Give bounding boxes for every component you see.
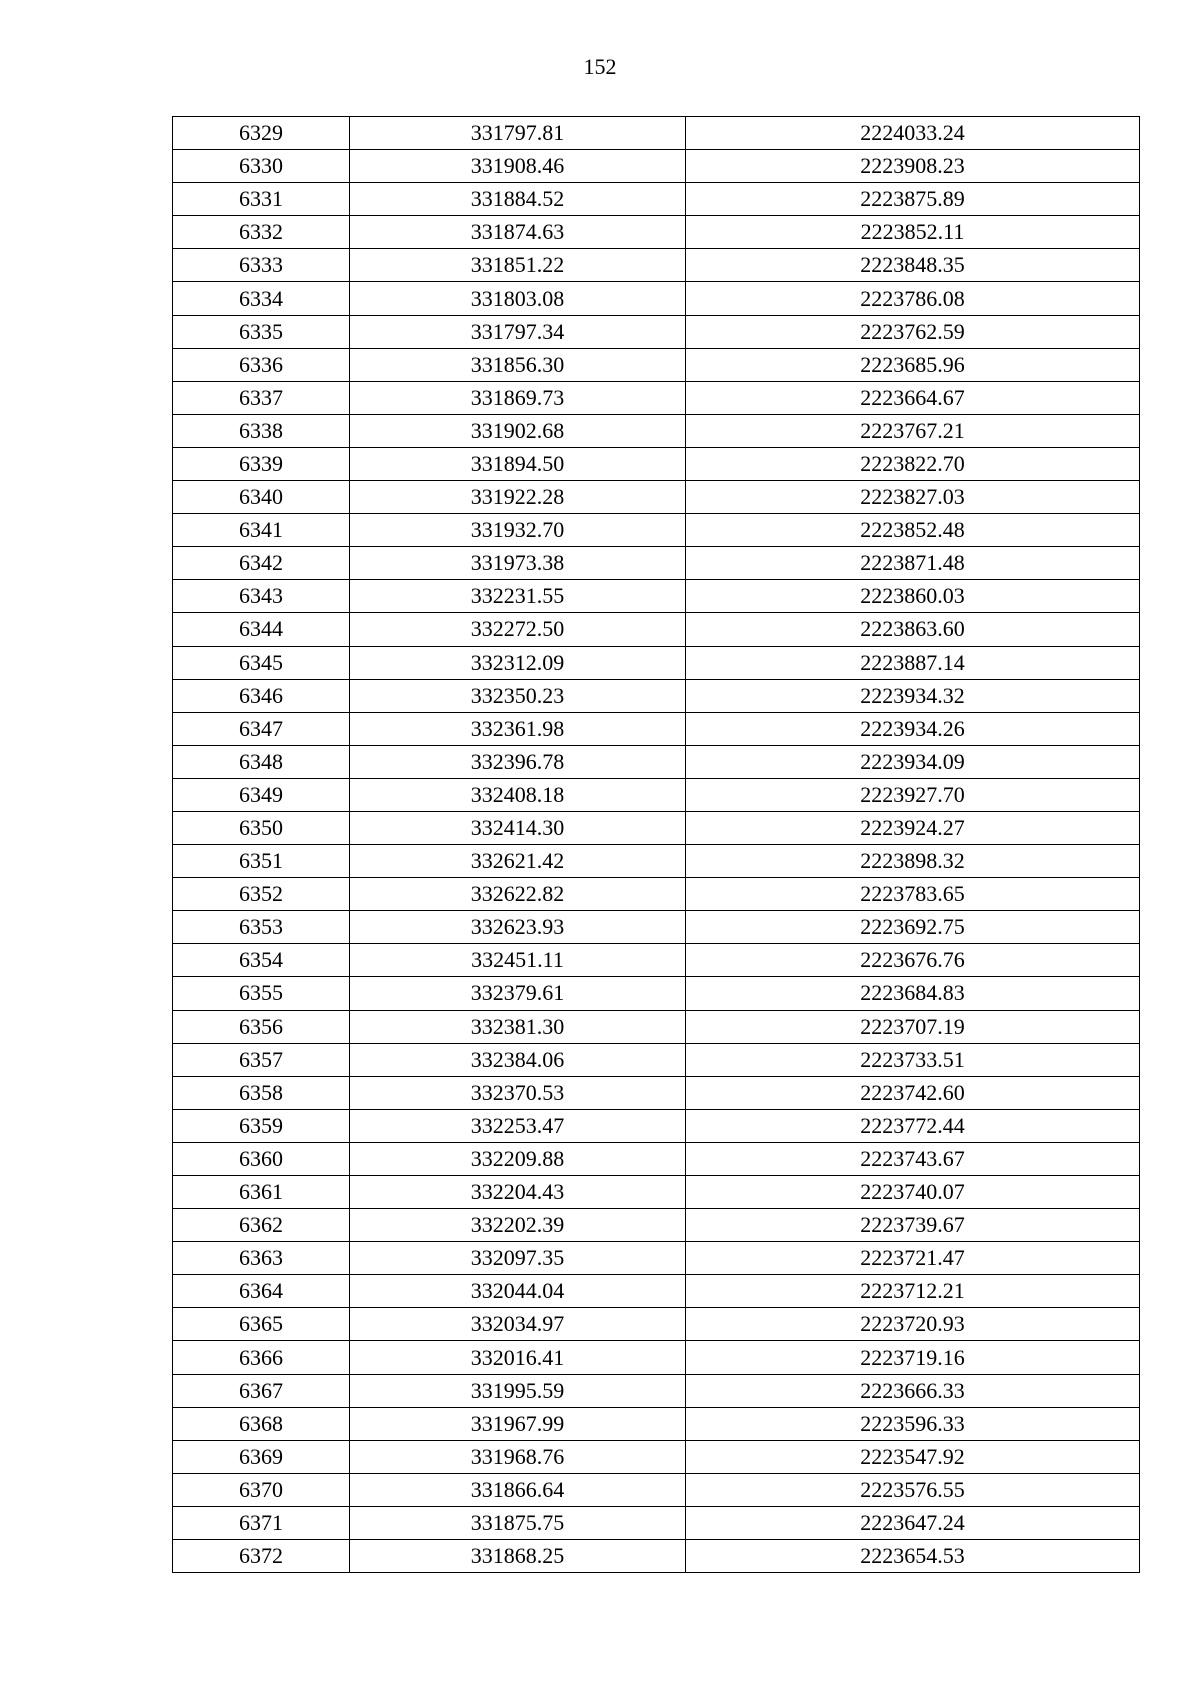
table-row bbox=[173, 977, 1140, 1010]
table-row bbox=[173, 1242, 1140, 1275]
point-number-cell: 6372 bbox=[173, 1540, 350, 1573]
y-coordinate-cell: 2223684.83 bbox=[686, 977, 1140, 1010]
y-coordinate-cell: 2223743.67 bbox=[686, 1142, 1140, 1175]
table-row bbox=[173, 282, 1140, 315]
table-row bbox=[173, 547, 1140, 580]
y-coordinate-cell: 2223908.23 bbox=[686, 150, 1140, 183]
point-number-cell: 6334 bbox=[173, 282, 350, 315]
table-row bbox=[173, 1010, 1140, 1043]
y-coordinate-cell: 2223721.47 bbox=[686, 1242, 1140, 1275]
point-number-cell: 6355 bbox=[173, 977, 350, 1010]
x-coordinate-cell: 332312.09 bbox=[350, 646, 686, 679]
x-coordinate-cell: 332350.23 bbox=[350, 679, 686, 712]
y-coordinate-cell: 2223852.11 bbox=[686, 216, 1140, 249]
point-number-cell: 6363 bbox=[173, 1242, 350, 1275]
table-row bbox=[173, 778, 1140, 811]
x-coordinate-cell: 331856.30 bbox=[350, 348, 686, 381]
y-coordinate-cell: 2223852.48 bbox=[686, 514, 1140, 547]
y-coordinate-cell: 2223927.70 bbox=[686, 778, 1140, 811]
x-coordinate-cell: 331868.25 bbox=[350, 1540, 686, 1573]
x-coordinate-cell: 331894.50 bbox=[350, 447, 686, 480]
table-row bbox=[173, 414, 1140, 447]
point-number-cell: 6351 bbox=[173, 845, 350, 878]
x-coordinate-cell: 332034.97 bbox=[350, 1308, 686, 1341]
table-row bbox=[173, 1506, 1140, 1539]
x-coordinate-cell: 332396.78 bbox=[350, 745, 686, 778]
x-coordinate-cell: 332623.93 bbox=[350, 911, 686, 944]
table-row bbox=[173, 1407, 1140, 1440]
table-row bbox=[173, 1142, 1140, 1175]
x-coordinate-cell: 332202.39 bbox=[350, 1209, 686, 1242]
x-coordinate-cell: 332272.50 bbox=[350, 613, 686, 646]
x-coordinate-cell: 331851.22 bbox=[350, 249, 686, 282]
y-coordinate-cell: 2223733.51 bbox=[686, 1043, 1140, 1076]
x-coordinate-cell: 331922.28 bbox=[350, 481, 686, 514]
table-row bbox=[173, 845, 1140, 878]
point-number-cell: 6329 bbox=[173, 117, 350, 150]
table-row bbox=[173, 481, 1140, 514]
point-number-cell: 6345 bbox=[173, 646, 350, 679]
point-number-cell: 6354 bbox=[173, 944, 350, 977]
point-number-cell: 6370 bbox=[173, 1473, 350, 1506]
x-coordinate-cell: 332381.30 bbox=[350, 1010, 686, 1043]
x-coordinate-cell: 332016.41 bbox=[350, 1341, 686, 1374]
x-coordinate-cell: 332044.04 bbox=[350, 1275, 686, 1308]
y-coordinate-cell: 2223860.03 bbox=[686, 580, 1140, 613]
y-coordinate-cell: 2223685.96 bbox=[686, 348, 1140, 381]
point-number-cell: 6348 bbox=[173, 745, 350, 778]
y-coordinate-cell: 2223924.27 bbox=[686, 811, 1140, 844]
x-coordinate-cell: 331803.08 bbox=[350, 282, 686, 315]
y-coordinate-cell: 2223719.16 bbox=[686, 1341, 1140, 1374]
x-coordinate-cell: 331797.34 bbox=[350, 315, 686, 348]
coordinates-table-body bbox=[173, 117, 1140, 1573]
y-coordinate-cell: 2223887.14 bbox=[686, 646, 1140, 679]
y-coordinate-cell: 2223596.33 bbox=[686, 1407, 1140, 1440]
point-number-cell: 6344 bbox=[173, 613, 350, 646]
y-coordinate-cell: 2223742.60 bbox=[686, 1076, 1140, 1109]
y-coordinate-cell: 2223547.92 bbox=[686, 1440, 1140, 1473]
x-coordinate-cell: 332379.61 bbox=[350, 977, 686, 1010]
table-row bbox=[173, 811, 1140, 844]
point-number-cell: 6369 bbox=[173, 1440, 350, 1473]
y-coordinate-cell: 2223822.70 bbox=[686, 447, 1140, 480]
y-coordinate-cell: 2223783.65 bbox=[686, 878, 1140, 911]
table-row bbox=[173, 1473, 1140, 1506]
y-coordinate-cell: 2223740.07 bbox=[686, 1176, 1140, 1209]
table-row bbox=[173, 249, 1140, 282]
table-row bbox=[173, 1308, 1140, 1341]
point-number-cell: 6346 bbox=[173, 679, 350, 712]
x-coordinate-cell: 332451.11 bbox=[350, 944, 686, 977]
table-row bbox=[173, 447, 1140, 480]
point-number-cell: 6365 bbox=[173, 1308, 350, 1341]
table-row bbox=[173, 1209, 1140, 1242]
y-coordinate-cell: 2223664.67 bbox=[686, 381, 1140, 414]
point-number-cell: 6347 bbox=[173, 712, 350, 745]
x-coordinate-cell: 331874.63 bbox=[350, 216, 686, 249]
table-row bbox=[173, 911, 1140, 944]
y-coordinate-cell: 2223654.53 bbox=[686, 1540, 1140, 1573]
y-coordinate-cell: 2223692.75 bbox=[686, 911, 1140, 944]
table-row bbox=[173, 315, 1140, 348]
x-coordinate-cell: 331869.73 bbox=[350, 381, 686, 414]
point-number-cell: 6343 bbox=[173, 580, 350, 613]
table-row bbox=[173, 216, 1140, 249]
x-coordinate-cell: 331902.68 bbox=[350, 414, 686, 447]
y-coordinate-cell: 2223666.33 bbox=[686, 1374, 1140, 1407]
y-coordinate-cell: 2223720.93 bbox=[686, 1308, 1140, 1341]
point-number-cell: 6362 bbox=[173, 1209, 350, 1242]
point-number-cell: 6339 bbox=[173, 447, 350, 480]
table-row bbox=[173, 1540, 1140, 1573]
point-number-cell: 6336 bbox=[173, 348, 350, 381]
point-number-cell: 6367 bbox=[173, 1374, 350, 1407]
point-number-cell: 6341 bbox=[173, 514, 350, 547]
y-coordinate-cell: 2223871.48 bbox=[686, 547, 1140, 580]
table-row bbox=[173, 381, 1140, 414]
point-number-cell: 6350 bbox=[173, 811, 350, 844]
table-row bbox=[173, 712, 1140, 745]
table-row bbox=[173, 1374, 1140, 1407]
point-number-cell: 6358 bbox=[173, 1076, 350, 1109]
point-number-cell: 6349 bbox=[173, 778, 350, 811]
point-number-cell: 6361 bbox=[173, 1176, 350, 1209]
point-number-cell: 6330 bbox=[173, 150, 350, 183]
y-coordinate-cell: 2223863.60 bbox=[686, 613, 1140, 646]
table-row bbox=[173, 613, 1140, 646]
y-coordinate-cell: 2223739.67 bbox=[686, 1209, 1140, 1242]
table-row bbox=[173, 514, 1140, 547]
x-coordinate-cell: 332204.43 bbox=[350, 1176, 686, 1209]
y-coordinate-cell: 2223934.09 bbox=[686, 745, 1140, 778]
y-coordinate-cell: 2223934.32 bbox=[686, 679, 1140, 712]
point-number-cell: 6364 bbox=[173, 1275, 350, 1308]
y-coordinate-cell: 2223898.32 bbox=[686, 845, 1140, 878]
point-number-cell: 6359 bbox=[173, 1109, 350, 1142]
x-coordinate-cell: 332414.30 bbox=[350, 811, 686, 844]
point-number-cell: 6360 bbox=[173, 1142, 350, 1175]
coordinates-table bbox=[172, 116, 1140, 1573]
point-number-cell: 6366 bbox=[173, 1341, 350, 1374]
x-coordinate-cell: 331875.75 bbox=[350, 1506, 686, 1539]
x-coordinate-cell: 332384.06 bbox=[350, 1043, 686, 1076]
point-number-cell: 6353 bbox=[173, 911, 350, 944]
point-number-cell: 6368 bbox=[173, 1407, 350, 1440]
table-row bbox=[173, 1275, 1140, 1308]
y-coordinate-cell: 2223647.24 bbox=[686, 1506, 1140, 1539]
point-number-cell: 6356 bbox=[173, 1010, 350, 1043]
point-number-cell: 6335 bbox=[173, 315, 350, 348]
table-row bbox=[173, 1109, 1140, 1142]
table-row bbox=[173, 1043, 1140, 1076]
x-coordinate-cell: 331866.64 bbox=[350, 1473, 686, 1506]
y-coordinate-cell: 2223934.26 bbox=[686, 712, 1140, 745]
table-row bbox=[173, 878, 1140, 911]
table-row bbox=[173, 745, 1140, 778]
x-coordinate-cell: 332097.35 bbox=[350, 1242, 686, 1275]
table-row bbox=[173, 679, 1140, 712]
y-coordinate-cell: 2223762.59 bbox=[686, 315, 1140, 348]
x-coordinate-cell: 332253.47 bbox=[350, 1109, 686, 1142]
table-row bbox=[173, 580, 1140, 613]
x-coordinate-cell: 331884.52 bbox=[350, 183, 686, 216]
y-coordinate-cell: 2223875.89 bbox=[686, 183, 1140, 216]
x-coordinate-cell: 331932.70 bbox=[350, 514, 686, 547]
x-coordinate-cell: 332231.55 bbox=[350, 580, 686, 613]
table-row bbox=[173, 1341, 1140, 1374]
x-coordinate-cell: 332622.82 bbox=[350, 878, 686, 911]
x-coordinate-cell: 331967.99 bbox=[350, 1407, 686, 1440]
x-coordinate-cell: 331995.59 bbox=[350, 1374, 686, 1407]
y-coordinate-cell: 2223676.76 bbox=[686, 944, 1140, 977]
y-coordinate-cell: 2223786.08 bbox=[686, 282, 1140, 315]
point-number-cell: 6357 bbox=[173, 1043, 350, 1076]
point-number-cell: 6332 bbox=[173, 216, 350, 249]
table-row bbox=[173, 1440, 1140, 1473]
page-number: 152 bbox=[583, 54, 617, 79]
x-coordinate-cell: 332209.88 bbox=[350, 1142, 686, 1175]
table-row bbox=[173, 150, 1140, 183]
point-number-cell: 6337 bbox=[173, 381, 350, 414]
x-coordinate-cell: 331797.81 bbox=[350, 117, 686, 150]
x-coordinate-cell: 331908.46 bbox=[350, 150, 686, 183]
table-row bbox=[173, 944, 1140, 977]
table-row bbox=[173, 646, 1140, 679]
point-number-cell: 6331 bbox=[173, 183, 350, 216]
x-coordinate-cell: 331973.38 bbox=[350, 547, 686, 580]
y-coordinate-cell: 2223767.21 bbox=[686, 414, 1140, 447]
y-coordinate-cell: 2223772.44 bbox=[686, 1109, 1140, 1142]
table-row bbox=[173, 117, 1140, 150]
table-row bbox=[173, 348, 1140, 381]
y-coordinate-cell: 2223827.03 bbox=[686, 481, 1140, 514]
x-coordinate-cell: 331968.76 bbox=[350, 1440, 686, 1473]
y-coordinate-cell: 2223576.55 bbox=[686, 1473, 1140, 1506]
point-number-cell: 6333 bbox=[173, 249, 350, 282]
point-number-cell: 6340 bbox=[173, 481, 350, 514]
y-coordinate-cell: 2223848.35 bbox=[686, 249, 1140, 282]
point-number-cell: 6371 bbox=[173, 1506, 350, 1539]
x-coordinate-cell: 332408.18 bbox=[350, 778, 686, 811]
table-row bbox=[173, 183, 1140, 216]
y-coordinate-cell: 2224033.24 bbox=[686, 117, 1140, 150]
x-coordinate-cell: 332361.98 bbox=[350, 712, 686, 745]
point-number-cell: 6342 bbox=[173, 547, 350, 580]
y-coordinate-cell: 2223707.19 bbox=[686, 1010, 1140, 1043]
point-number-cell: 6352 bbox=[173, 878, 350, 911]
x-coordinate-cell: 332370.53 bbox=[350, 1076, 686, 1109]
y-coordinate-cell: 2223712.21 bbox=[686, 1275, 1140, 1308]
table-row bbox=[173, 1076, 1140, 1109]
table-row bbox=[173, 1176, 1140, 1209]
point-number-cell: 6338 bbox=[173, 414, 350, 447]
x-coordinate-cell: 332621.42 bbox=[350, 845, 686, 878]
